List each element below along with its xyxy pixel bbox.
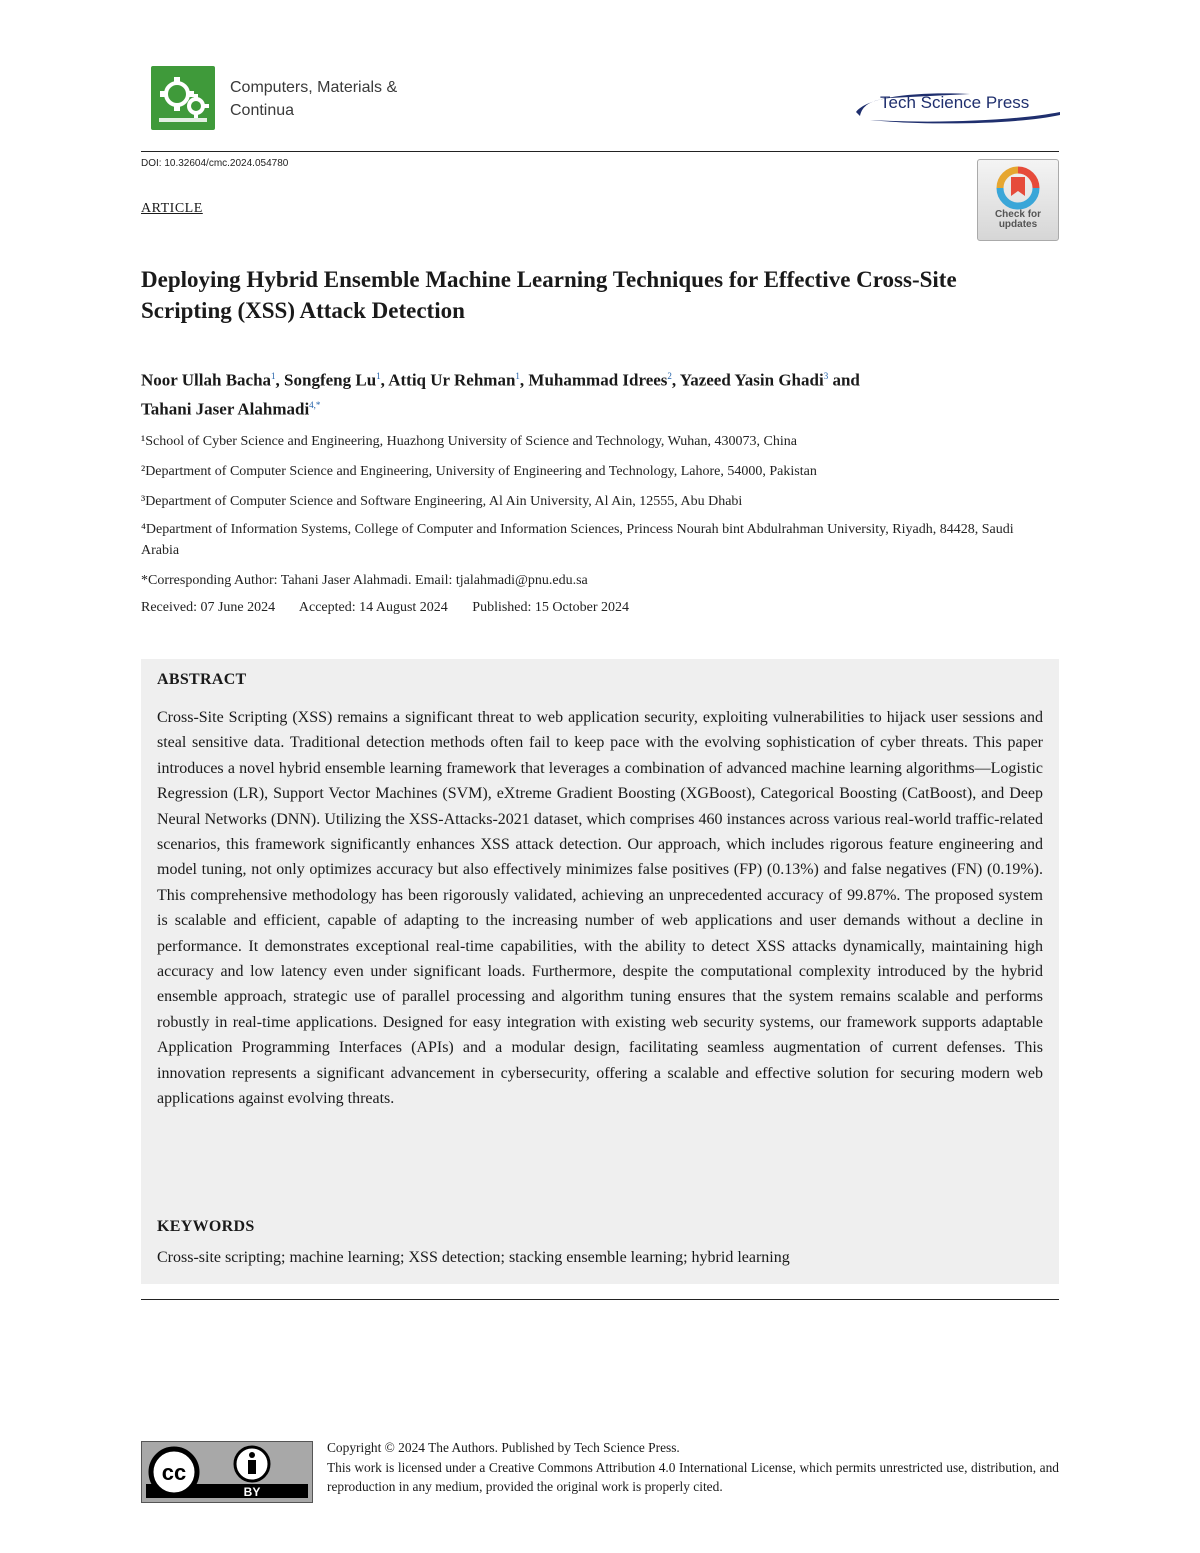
author-affiliation-marker[interactable]: 2 [667,371,672,381]
footer-divider [141,1299,1059,1300]
journal-name-line1: Computers, Materials & [230,79,398,96]
paper-title: Deploying Hybrid Ensemble Machine Learning Techniques for Effective Cross-Site Scripting (XSS) Attack Detection [141,267,957,323]
journal-logo [151,66,215,130]
author-separator: , [519,370,529,390]
crossmark-label-line1: Check for [994,209,1042,220]
affiliation-3: ³Department of Computer Science and Software Engineering, Al Ain University, Al Ain, 12555, Abu Dhabi [141,494,743,509]
gears-icon [151,66,215,130]
license-statement [327,1438,1059,1497]
author-separator: , [380,370,389,390]
author-list [141,364,1059,421]
abstract-text: Cross-Site Scripting (XSS) remains a significant threat to web application security, exploiting vulnerabilities to hijack user sessions and steal sensitive data. Traditional detection methods often fail to keep pace with the evolving sophistication of cyber threats. This paper introduces a novel hybrid ensemble learning framework that leverages a combination of advanced machine learning algorithms—Logistic Regression (LR), Support Vector Machines (SVM), eXtreme Gradient Boosting (XGBoost), Categorical Boosting (CatBoost), and Deep Neural Networks (DNN). Utilizing the XSS-Attacks-2021 dataset, which comprises 460 instances across various real-world traffic-related scenarios, this framework significantly enhances XSS attack detection. Our approach, which includes rigorous feature engineering and model tuning, not only optimizes accuracy but also effectively minimizes false positives (FP) (0.13%) and false negatives (FN) (0.19%). This comprehensive methodology has been rigorously validated, achieving an unprecedented accuracy of 99.87%. The proposed system is scalable and efficient, capable of adapting to the increasing number of web applications and user demands without a decline in performance. It demonstrates exceptional real-time capabilities, with the ability to detect XSS attacks dynamically, maintaining high accuracy and low latency even under significant loads. Furthermore, despite the computational complexity introduced by the hybrid ensemble approach, strategic use of parallel processing and algorithm tuning ensures that the system remains scalable and performs robustly in real-time applications. Designed for easy integration with existing web security systems, our framework supports adaptable Application Programming Interfaces (APIs) and a modular design, facilitating seamless augmentation of current defenses. This innovation represents a significant advancement in cybersecurity, offering a scalable and effective solution for securing modern web applications against evolving threats. [157,709,1043,1108]
author-separator: and [828,370,860,390]
journal-name [230,76,397,122]
crossmark-label [978,210,1058,230]
author-name: Tahani Jaser Alahmadi [141,399,310,419]
affiliation-4: ⁴Department of Information Systems, College of Computer and Information Sciences, Princess Nourah bint Abdulrahman University, Riyadh, 84428, Saudi Arabia [141,522,1014,558]
author-separator: , [275,370,285,390]
author-name: Yazeed Yasin Ghadi [679,370,824,390]
affiliation-2: ²Department of Computer Science and Engineering, University of Engineering and Technology, Lahore, 54000, Pakistan [141,464,817,479]
received-date: Received: 07 June 2024 [141,600,276,615]
creative-commons-icon [142,1442,312,1502]
accepted-date: Accepted: 14 August 2024 [298,600,448,615]
license-text: This work is licensed under a Creative Commons Attribution 4.0 International License, which permits unrestricted use, distribution, and reproduction in any medium, provided the original work is properly cited. [327,1459,1059,1494]
author-separator: , [671,370,680,390]
doi-link[interactable]: DOI: 10.32604/cmc.2024.054780 [141,158,289,169]
crossmark-icon [978,160,1058,210]
crossmark-label-line2: updates [998,219,1038,230]
check-for-updates-button[interactable] [977,159,1059,241]
header-divider [141,151,1059,152]
publication-dates [141,600,650,616]
author-affiliation-marker[interactable]: 1 [376,371,381,381]
by-mark: BY [243,1485,261,1499]
article-type: ARTICLE [141,201,203,216]
cc-by-license-badge[interactable] [141,1441,313,1503]
copyright-line: Copyright © 2024 The Authors. Published by Tech Science Press. [327,1440,680,1455]
affiliation-1: ¹School of Cyber Science and Engineering, Huazhong University of Science and Technology, Wuhan, 430073, China [141,434,797,449]
journal-name-line2: Continua [230,102,295,119]
abstract-heading: ABSTRACT [157,671,247,688]
author-affiliation-marker[interactable]: 1 [271,371,276,381]
author-affiliation-marker[interactable]: 4,* [309,399,321,410]
corresponding-author: *Corresponding Author: Tahani Jaser Alahmadi. Email: tjalahmadi@pnu.edu.sa [141,573,588,588]
author-name: Muhammad Idrees [528,370,668,390]
keywords-text: Cross-site scripting; machine learning; XSS detection; stacking ensemble learning; hybrid learning [157,1249,790,1266]
author-name: Noor Ullah Bacha [141,370,272,390]
author-name: Songfeng Lu [284,370,377,390]
abstract-box [141,659,1059,1284]
author-affiliation-marker[interactable]: 3 [823,371,829,381]
cc-mark: cc [161,1460,187,1485]
author-name: Attiq Ur Rehman [388,370,516,390]
keywords-heading: KEYWORDS [157,1218,255,1235]
author-affiliation-marker[interactable]: 1 [515,371,520,381]
published-date: Published: 15 October 2024 [472,600,630,615]
publisher-name: Tech Science Press [880,93,1030,112]
